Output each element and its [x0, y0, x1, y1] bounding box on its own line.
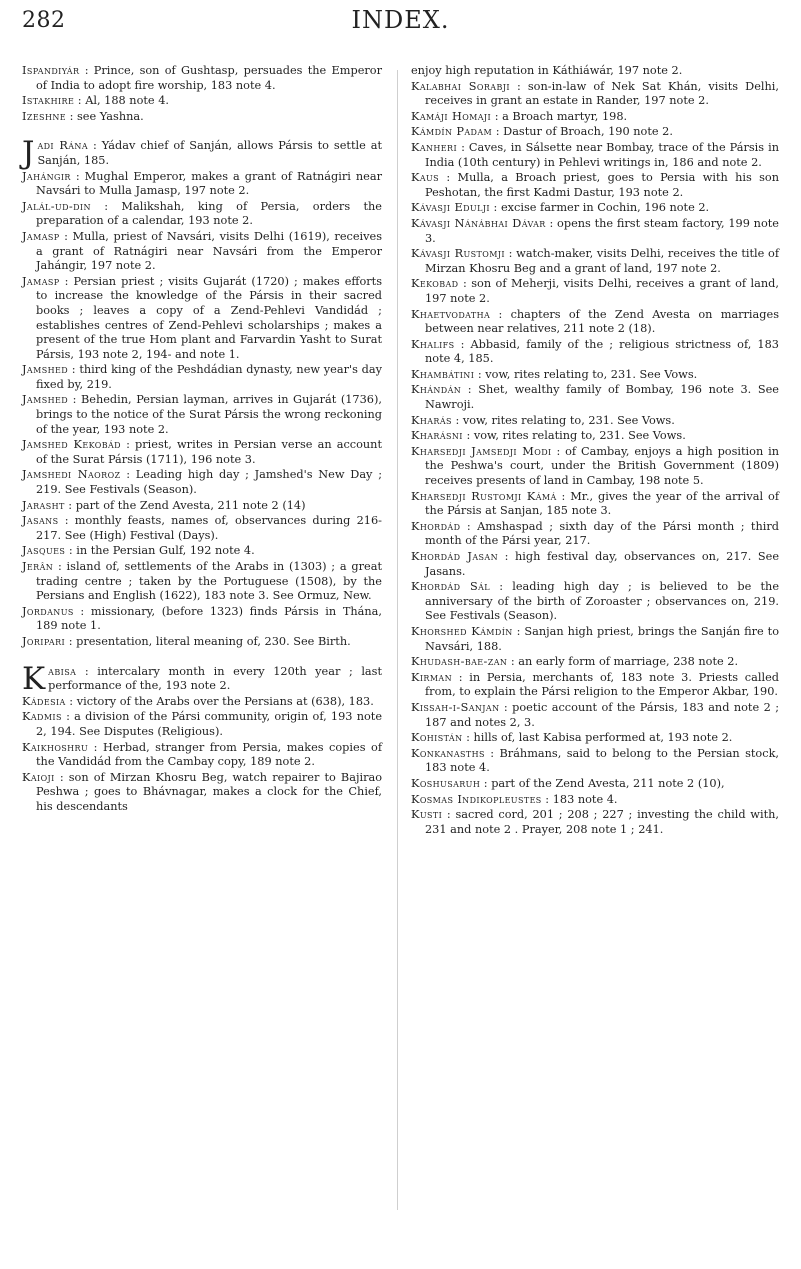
entry-text: : vow, rites relating to, 231. See Vows.: [477, 367, 698, 381]
index-entry: [411, 64, 779, 79]
entry-text: : Sanjan high priest, brings the Sanján fire to Navsári, 188.: [425, 624, 780, 653]
entry-text: : intercalary month in every 120th year ; last performance of the, 193 note 2.: [48, 664, 383, 693]
index-entry: [22, 560, 382, 604]
entry-headword: Jahángir: [22, 169, 71, 183]
index-entry: [411, 383, 779, 412]
entry-headword: Khordád: [411, 519, 461, 533]
entry-text: : island of, settlements of the Arabs in (1303) ; a great trading centre ; taken by the Portuguese (1508), by the Persians and English (1622), 183 note 3. See Ormuz, New.: [36, 560, 382, 603]
entry-text: : Herbad, stranger from Persia, makes copies of the Vandidád from the Cambay copy, 189 note 2.: [36, 740, 382, 769]
index-entry: [411, 110, 779, 125]
entry-headword: Kámdín Padam: [411, 125, 493, 139]
entry-text: : hills of, last Kabisa performed at, 193 note 2.: [466, 731, 733, 745]
entry-headword: Jamshed Kekobád: [22, 438, 121, 452]
entry-headword: Kávasji Nánábhai Dávar: [411, 216, 546, 230]
index-entry: [411, 217, 779, 246]
column-divider: [397, 70, 398, 1210]
index-entry: [22, 200, 382, 229]
entry-text: : an early form of marriage, 238 note 2.: [510, 655, 739, 669]
entry-text: : Leading high day ; Jamshed's New Day ; 219. See Festivals (Season).: [36, 468, 382, 497]
entry-text: : third king of the Peshdádian dynasty, new year's day fixed by, 219.: [36, 363, 382, 391]
entry-headword: Istakhire: [22, 94, 75, 108]
entry-headword: adi Rána: [37, 139, 88, 153]
entry-text: : Amshaspad ; sixth day of the Pársi month ; third month of the Pársi year, 217.: [425, 519, 779, 548]
index-entry: [22, 741, 382, 770]
entry-text: : Al, 188 note 4.: [77, 94, 169, 108]
left-column: [22, 64, 382, 816]
index-entry: [411, 201, 779, 216]
entry-text: enjoy high reputation in Káthiáwár, 197 note 2.: [411, 64, 683, 77]
entry-headword: abisa: [48, 664, 77, 678]
entry-headword: Jerân: [22, 560, 54, 573]
entry-headword: Khordád Jasan: [411, 550, 498, 563]
index-entry: [22, 660, 383, 697]
index-entry: [22, 393, 382, 437]
entry-text: : Abbasid, family of the ; religious strictness of, 183 note 4, 185.: [425, 337, 779, 366]
index-entry: [411, 80, 779, 109]
entry-text: : in Persia, merchants of, 183 note 3. Priests called from, to explain the Pársi religion to the Emperor Akbar, 190.: [425, 670, 779, 699]
entry-headword: Kharsedji Rustomji Kámá: [411, 489, 557, 503]
entry-headword: Kaioji: [22, 770, 55, 784]
entry-headword: Khordád Sál: [411, 580, 491, 594]
entry-text: : son-in-law of Nek Sat Khán, visits Delhi, receives in grant an estate in Rander, 197 note 2.: [425, 79, 780, 108]
entry-headword: Ispandiyár: [22, 64, 80, 77]
index-entry: [22, 771, 382, 815]
entry-text: : victory of the Arabs over the Persians at (638), 183.: [69, 694, 374, 708]
entry-headword: Khambátini: [411, 367, 475, 381]
entry-headword: Kanheri: [411, 140, 458, 154]
index-entry: [22, 710, 382, 739]
entry-headword: Kosmas Indikopleustes: [411, 792, 542, 806]
entry-headword: Jamshed: [22, 363, 69, 377]
index-entry: [411, 429, 779, 444]
index-entry: [22, 438, 382, 467]
index-entry: [411, 308, 779, 337]
entry-text: : in the Persian Gulf, 192 note 4.: [68, 544, 255, 558]
index-entry: [411, 808, 779, 837]
entry-headword: Jamasp: [22, 274, 60, 288]
entry-text: : watch-maker, visits Delhi, receives the title of Mirzan Khosru Beg and a grant of land, 197 note 2.: [425, 247, 779, 275]
entry-headword: Kadmis: [22, 710, 62, 724]
entry-text: : chapters of the Zend Avesta on marriages between near relatives, 211 note 2 (18).: [425, 307, 779, 336]
entry-headword: Konkanasths: [411, 746, 485, 760]
entry-headword: Khaetvodatha: [411, 307, 491, 321]
entry-headword: Kamáji Homaji: [411, 109, 492, 123]
entry-text: : Yádav chief of Sanján, allows Pársis to settle at Sanján, 185.: [37, 139, 382, 167]
index-entry: [411, 671, 779, 700]
index-entry: [411, 171, 779, 200]
entry-text: : of Cambay, enjoys a high position in the Peshwa's court, under the British Government (1809) receives presents of land in Cambay, 198 note 5.: [425, 444, 779, 488]
entry-text: : opens the first steam factory, 199 note 3.: [425, 216, 779, 245]
entry-headword: Kissah-i-Sanjan: [411, 700, 500, 714]
index-entry: [411, 141, 779, 170]
page-heading: INDEX.: [351, 6, 450, 34]
index-entry: [411, 368, 779, 383]
entry-text: : missionary, (before 1323) finds Pársis in Thána, 189 note 1.: [36, 604, 382, 633]
entry-headword: Jordanus: [22, 604, 74, 618]
index-entry: [22, 499, 382, 514]
entry-text: : sacred cord, 201 ; 208 ; 227 ; investing the child with, 231 and note 2 . Prayer, 208 note 1 ; 241.: [425, 808, 779, 836]
entry-text: : poetic account of the Pársis, 183 and note 2 ; 187 and notes 2, 3.: [425, 700, 779, 729]
entry-text: : Behedin, Persian layman, arrives in Gujarát (1736), brings to the notice of the Surat Pársis the wrong reckoning of the year, 193 note 2.: [36, 393, 382, 436]
entry-headword: Khorshed Kámdín: [411, 624, 513, 638]
entry-headword: Kusti: [411, 808, 443, 822]
index-entry: [22, 230, 382, 274]
entry-headword: Jalál-ud-din: [22, 199, 91, 213]
entry-text: : presentation, literal meaning of, 230. See Birth.: [68, 634, 351, 648]
entry-text: : excise farmer in Cochin, 196 note 2.: [493, 201, 710, 215]
entry-text: : Mr., gives the year of the arrival of the Pársis at Sanjan, 185 note 3.: [425, 489, 780, 518]
entry-headword: Kalabhai Sorabji: [411, 79, 510, 93]
entry-text: : vow, rites relating to, 231. See Vows.: [455, 413, 675, 427]
index-entry: [411, 655, 779, 670]
index-entry: [411, 777, 779, 792]
section-initial-letter: J: [22, 135, 35, 172]
entry-text: : Dastur of Broach, 190 note 2.: [495, 125, 673, 139]
entry-headword: Kaus: [411, 171, 440, 185]
entry-text: : high festival day, observances on, 217. See Jasans.: [425, 550, 780, 578]
entry-headword: Khudash-bae-zan: [411, 655, 508, 669]
index-entry: [22, 170, 382, 199]
index-entry: [22, 605, 382, 634]
index-entry: [411, 550, 779, 579]
index-entry: [411, 445, 779, 489]
index-entry: [411, 731, 779, 746]
entry-headword: Kávasji Edulji: [411, 201, 490, 215]
index-entry: [411, 747, 779, 776]
entry-text: : Prince, son of Gushtasp, persuades the Emperor of India to adopt fire worship, 183 note 4.: [36, 64, 382, 92]
entry-headword: Jamshed: [22, 393, 69, 407]
entry-text: : priest, writes in Persian verse an account of the Surat Pársis (1711), 196 note 3.: [36, 438, 382, 466]
entry-headword: Kávasji Rustomji: [411, 247, 505, 261]
entry-text: : Shet, wealthy family of Bombay, 196 note 3. See Nawroji.: [425, 383, 779, 412]
entry-text: : Mughal Emperor, makes a grant of Ratnágiri near Navsári to Mulla Jamasp, 197 note 2.: [36, 169, 382, 198]
index-entry: [22, 544, 382, 559]
entry-text: : part of the Zend Avesta, 211 note 2 (14): [68, 498, 306, 512]
entry-headword: Joripari: [22, 634, 66, 648]
entry-headword: Izeshne: [22, 109, 66, 123]
index-entry: [411, 125, 779, 140]
index-entry: [22, 135, 382, 172]
entry-text: : Mulla, a Broach priest, goes to Persia with his son Peshotan, the first Kadmi Dastur, 193 note 2.: [425, 171, 780, 199]
entry-headword: Jasques: [22, 544, 66, 558]
entry-text: : 183 note 4.: [545, 792, 618, 806]
index-entry: [22, 110, 382, 125]
index-entry: [411, 580, 779, 624]
index-entry: [22, 363, 382, 392]
index-entry: [22, 64, 382, 93]
index-entry: [411, 338, 779, 367]
index-entry: [411, 701, 779, 730]
entry-headword: Kohistán: [411, 731, 463, 745]
entry-headword: Kekobad: [411, 277, 459, 291]
entry-headword: Kharás: [411, 413, 452, 427]
entry-text: : Bráhmans, said to belong to the Persian stock, 183 note 4.: [425, 746, 779, 775]
entry-text: : a Broach martyr, 198.: [494, 109, 628, 123]
entry-headword: Kaikhoshru: [22, 740, 89, 754]
section-gap: [22, 651, 382, 665]
index-entry: [22, 275, 382, 363]
entry-text: : monthly feasts, names of, observances during 216-217. See (High) Festival (Days).: [36, 514, 383, 542]
entry-headword: Khándán: [411, 383, 462, 397]
index-entry: [22, 94, 382, 109]
index-entry: [411, 247, 779, 276]
index-entry: [411, 793, 779, 808]
index-entry: [411, 520, 779, 549]
entry-text: : vow, rites relating to, 231. See Vows.: [466, 429, 686, 443]
index-entry: [22, 514, 382, 543]
entry-text: : son of Meherji, visits Delhi, receives a grant of land, 197 note 2.: [425, 277, 779, 305]
entry-headword: Koshusaruh: [411, 776, 481, 790]
entry-text: : son of Mirzan Khosru Beg, watch repairer to Bajirao Peshwa ; goes to Bhávnagar, makes a clock for the Chief, his descendants: [36, 770, 383, 813]
right-column: [411, 64, 779, 838]
entry-text: : see Yashna.: [69, 109, 144, 123]
entry-headword: Kharsedji Jamsedji Modi: [411, 444, 552, 458]
section-gap: [22, 125, 382, 139]
index-entry: [411, 414, 779, 429]
entry-text: : leading high day ; is believed to be the anniversary of the birth of Zoroaster ; observances on, 219. See Festivals (Season).: [425, 580, 779, 623]
entry-headword: Jasans: [22, 514, 59, 528]
entry-headword: Jarasht: [22, 498, 65, 512]
index-entry: [22, 695, 382, 710]
entry-text: : Malikshah, king of Persia, orders the preparation of a calendar, 193 note 2.: [36, 199, 382, 228]
entry-text: : part of the Zend Avesta, 211 note 2 (10),: [483, 776, 725, 790]
entry-text: : Caves, in Sálsette near Bombay, trace of the Pársis in India (10th century) in Pehlevi writings in, 186 and note 2.: [425, 140, 780, 169]
entry-headword: Jamshedi Naoroz: [22, 468, 121, 482]
entry-headword: Jamasp: [22, 229, 60, 243]
section-initial-letter: K: [22, 660, 46, 697]
index-entry: [411, 625, 779, 654]
entry-text: : Persian priest ; visits Gujarát (1720) ; makes efforts to increase the knowledge of the Pársis in their sacred books ; leaves a copy of a Zend-Pehlevi Vandidád ; establishes centres of Zend-Pehlevi scholarships ; makes a present of the true Hom plant and Farvardin Yasht to Surat Pársis, 193 note 2, 194- and note 1.: [36, 274, 382, 361]
entry-text: : a division of the Pársi community, origin of, 193 note 2, 194. See Disputes (Religious).: [36, 710, 383, 738]
index-entry: [22, 635, 382, 650]
index-entry: [411, 490, 779, 519]
entry-headword: Kirman: [411, 670, 452, 684]
page-number: 282: [22, 8, 66, 33]
entry-text: : Mulla, priest of Navsári, visits Delhi (1619), receives a grant of Ratnágiri near Navsári from the Emperor Jahángir, 197 note 2.: [36, 229, 382, 273]
entry-headword: Kharásni: [411, 429, 463, 443]
index-entry: [22, 468, 382, 497]
index-entry: [411, 277, 779, 306]
entry-headword: Khalifs: [411, 337, 455, 351]
entry-headword: Kádesia: [22, 694, 66, 708]
